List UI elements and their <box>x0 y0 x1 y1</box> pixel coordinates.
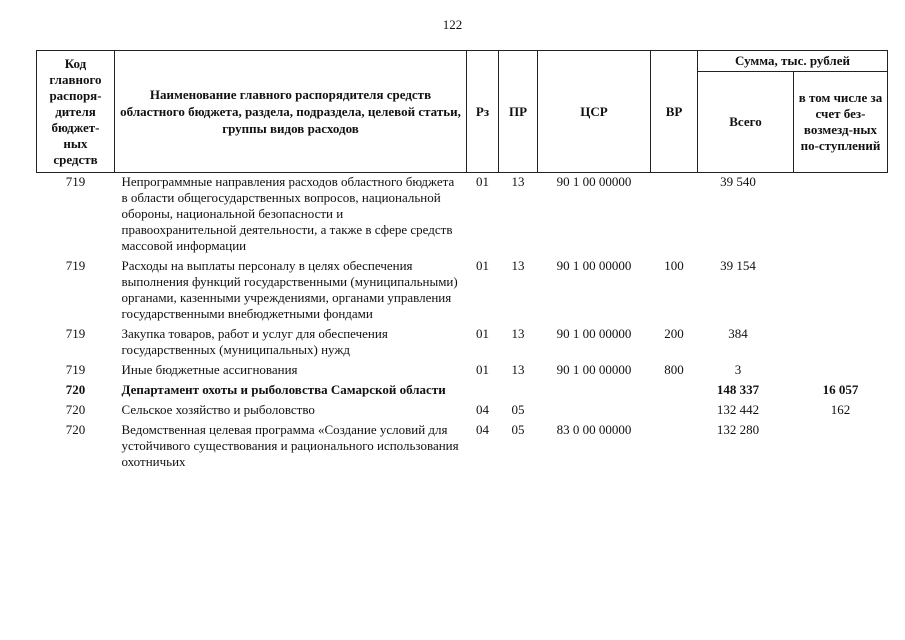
cell-free: 16 057 <box>822 382 859 397</box>
table-header <box>37 51 888 173</box>
cell-rz: 01 <box>476 174 489 189</box>
table-row <box>37 401 888 421</box>
cell-rz <box>467 381 499 401</box>
cell-total: 39 154 <box>720 258 756 273</box>
cell-free: 162 <box>830 402 851 417</box>
cell-free <box>794 173 888 257</box>
cell-rz: 01 <box>476 362 489 377</box>
cell-code: 719 <box>65 326 86 341</box>
cell-pr: 05 <box>511 402 525 417</box>
cell-name: Сельское хозяйство и рыболовство <box>121 402 315 417</box>
header-pr: ПР <box>499 51 538 173</box>
cell-total: 39 540 <box>720 174 756 189</box>
cell-vr <box>651 401 698 421</box>
cell-csr: 90 1 00 00000 <box>556 362 632 377</box>
cell-code: 719 <box>65 174 86 189</box>
cell-csr: 90 1 00 00000 <box>556 326 632 341</box>
cell-free <box>794 361 888 381</box>
table-row <box>37 325 888 361</box>
cell-pr: 05 <box>511 422 525 437</box>
header-code: Код главного распоря-дителя бюджет-ных средств <box>37 51 115 173</box>
cell-code: 720 <box>65 422 86 437</box>
cell-rz: 04 <box>476 402 489 417</box>
table-row <box>37 361 888 381</box>
cell-total: 132 280 <box>716 422 760 437</box>
cell-total: 3 <box>734 362 742 377</box>
cell-free <box>794 257 888 325</box>
table-body <box>37 173 888 474</box>
cell-name: Непрограммные направления расходов областного бюджета в области общегосударственных вопросов, национальной обороны, национальной безопасности и правоохранительной деятельности, а также в сфере средств массовой информации <box>121 174 455 253</box>
cell-free <box>794 325 888 361</box>
cell-vr: 800 <box>664 362 684 377</box>
cell-csr: 90 1 00 00000 <box>556 174 632 189</box>
cell-vr: 100 <box>664 258 684 273</box>
cell-name: Закупка товаров, работ и услуг для обеспечения государственных (муниципальных) нужд <box>121 326 388 357</box>
cell-total: 384 <box>728 326 748 341</box>
header-total: Всего <box>698 72 794 173</box>
cell-csr <box>538 401 651 421</box>
cell-code: 719 <box>65 258 86 273</box>
table-row <box>37 173 888 257</box>
header-csr: ЦСР <box>538 51 651 173</box>
cell-pr <box>499 381 538 401</box>
cell-pr: 13 <box>511 174 525 189</box>
cell-csr <box>538 381 651 401</box>
cell-vr <box>651 381 698 401</box>
cell-vr: 200 <box>664 326 684 341</box>
table-row <box>37 381 888 401</box>
cell-code: 719 <box>65 362 86 377</box>
page-number: 122 <box>442 17 463 32</box>
cell-code: 720 <box>65 382 86 397</box>
cell-free <box>794 421 888 473</box>
cell-name: Ведомственная целевая программа «Создание условий для устойчивого существования и рационального использования охотничьих <box>121 422 459 469</box>
cell-pr: 13 <box>511 326 525 341</box>
header-name: Наименование главного распорядителя средств областного бюджета, раздела, подраздела, целевой статьи, группы видов расходов <box>115 51 467 173</box>
table-row <box>37 421 888 473</box>
header-free: в том числе за счет без-возмезд-ных по-ступлений <box>794 72 888 173</box>
cell-pr: 13 <box>511 258 525 273</box>
cell-name: Иные бюджетные ассигнования <box>121 362 298 377</box>
cell-vr <box>651 173 698 257</box>
header-rz: Рз <box>467 51 499 173</box>
cell-total: 132 442 <box>716 402 760 417</box>
header-vr: ВР <box>651 51 698 173</box>
header-sum: Сумма, тыс. рублей <box>698 51 888 72</box>
cell-rz: 04 <box>476 422 489 437</box>
cell-code: 720 <box>65 402 86 417</box>
cell-csr: 90 1 00 00000 <box>556 258 632 273</box>
table-row <box>37 257 888 325</box>
budget-table <box>36 50 888 473</box>
cell-vr <box>651 421 698 473</box>
cell-name: Департамент охоты и рыболовства Самарской области <box>121 382 446 397</box>
cell-csr: 83 0 00 00000 <box>556 422 632 437</box>
cell-pr: 13 <box>511 362 525 377</box>
cell-rz: 01 <box>476 326 489 341</box>
cell-rz: 01 <box>476 258 489 273</box>
cell-total: 148 337 <box>716 382 760 397</box>
cell-name: Расходы на выплаты персоналу в целях обеспечения выполнения функций государственными (муниципальными) органами, казенными учреждениями, органами управления государственными внебюджетными фондами <box>121 258 458 321</box>
